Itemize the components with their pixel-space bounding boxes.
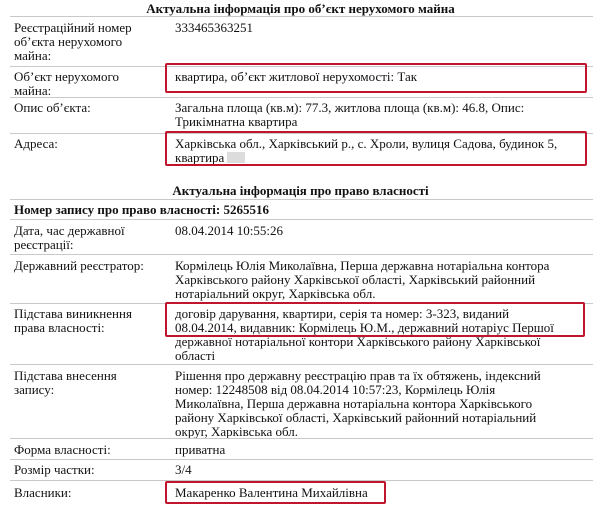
value-line: договір дарування, квартири, серія та номер: 3-323, виданий [175,306,510,321]
label-registration-number [14,21,132,63]
value-owners: Макаренко Валентина Михайлівна [175,485,368,500]
label-line: Дата, час державної [14,223,125,238]
value-line: округ, Харківська обл. [175,424,299,439]
label-line: Реєстраційний номер [14,20,132,35]
divider [10,219,593,220]
label-line: Підстава внесення [14,368,117,383]
highlight-box-ownership-basis [165,302,585,337]
value-object-type: квартира, об’єкт житлової нерухомості: Так [175,69,418,84]
divider [10,459,593,460]
label-owners: Власники: [14,485,72,500]
label-line: Об’єкт нерухомого [14,69,120,84]
highlight-box-address [165,131,587,166]
divider [10,254,593,255]
value-registrar [175,259,549,301]
label-address: Адреса: [14,136,58,151]
record-number [14,203,269,217]
highlight-box-object-type [165,63,587,93]
label-line: реєстрації: [14,237,74,252]
label-line: майна: [14,48,52,63]
divider [10,364,593,365]
label-line: Підстава виникнення [14,306,132,321]
value-line: Харківського району Харківської області, Харківський районний [175,272,536,287]
label-line: об’єкта нерухомого [14,34,123,49]
label-ownership-basis [14,307,132,335]
label-line: запису: [14,382,55,397]
value-share-size: 3/4 [175,462,192,477]
value-line: державної нотаріальної контори Харківського району Харківської [175,334,541,349]
label-object-type [14,70,119,98]
highlight-box-owners [165,481,386,504]
value-line: Кормілець Юлія Миколаївна, Перша державна нотаріальна контора [175,258,550,273]
divider [10,97,593,98]
value-line: Трикімнатна квартира [175,114,298,129]
value-line: Загальна площа (кв.м): 77.3, житлова площа (кв.м): 46.8, Опис: [175,100,525,115]
section-title-ownership: Актуальна інформація про право власності [172,183,429,198]
label-line: права власності: [14,320,105,335]
record-number-value: 5265516 [223,202,269,217]
value-object-description [175,101,524,129]
label-object-description: Опис об’єкта: [14,100,91,115]
value-entry-basis [175,369,541,439]
value-line: району Харківської області, Харківський районний нотаріальний [175,410,537,425]
label-registrar: Державний реєстратор: [14,258,144,273]
section-title-property: Актуальна інформація про об’єкт нерухомого майна [146,1,455,16]
label-ownership-form: Форма власності: [14,442,111,457]
value-line: Миколаївна, Перша державна нотаріальна контора Харківського [175,396,533,411]
value-ownership-form: приватна [175,442,226,457]
apartment-label: квартира [175,150,225,165]
value-line: Рішення про державну реєстрацію прав та їх обтяжень, індексний [175,368,541,383]
label-entry-basis [14,369,117,397]
value-line: Харківська обл., Харківський р., с. Хроли, вулиця Садова, будинок 5, [175,136,558,151]
value-registration-date: 08.04.2014 10:55:26 [175,223,283,238]
divider [10,16,593,17]
divider [10,199,593,200]
value-line: 08.04.2014, видавник: Кормілець Ю.М., державний нотаріус Першої [175,320,554,335]
label-line: майна: [14,83,52,98]
value-line: області [175,348,216,363]
value-line: нотаріальний округ, Харківська обл. [175,286,376,301]
label-registration-date [14,224,125,252]
record-number-label: Номер запису про право власності: [14,202,221,217]
divider [10,438,593,439]
label-share-size: Розмір частки: [14,462,95,477]
value-line: номер: 12248508 від 08.04.2014 10:57:23, Кормілець Юлія [175,382,496,397]
value-registration-number: 333465363251 [175,20,253,35]
